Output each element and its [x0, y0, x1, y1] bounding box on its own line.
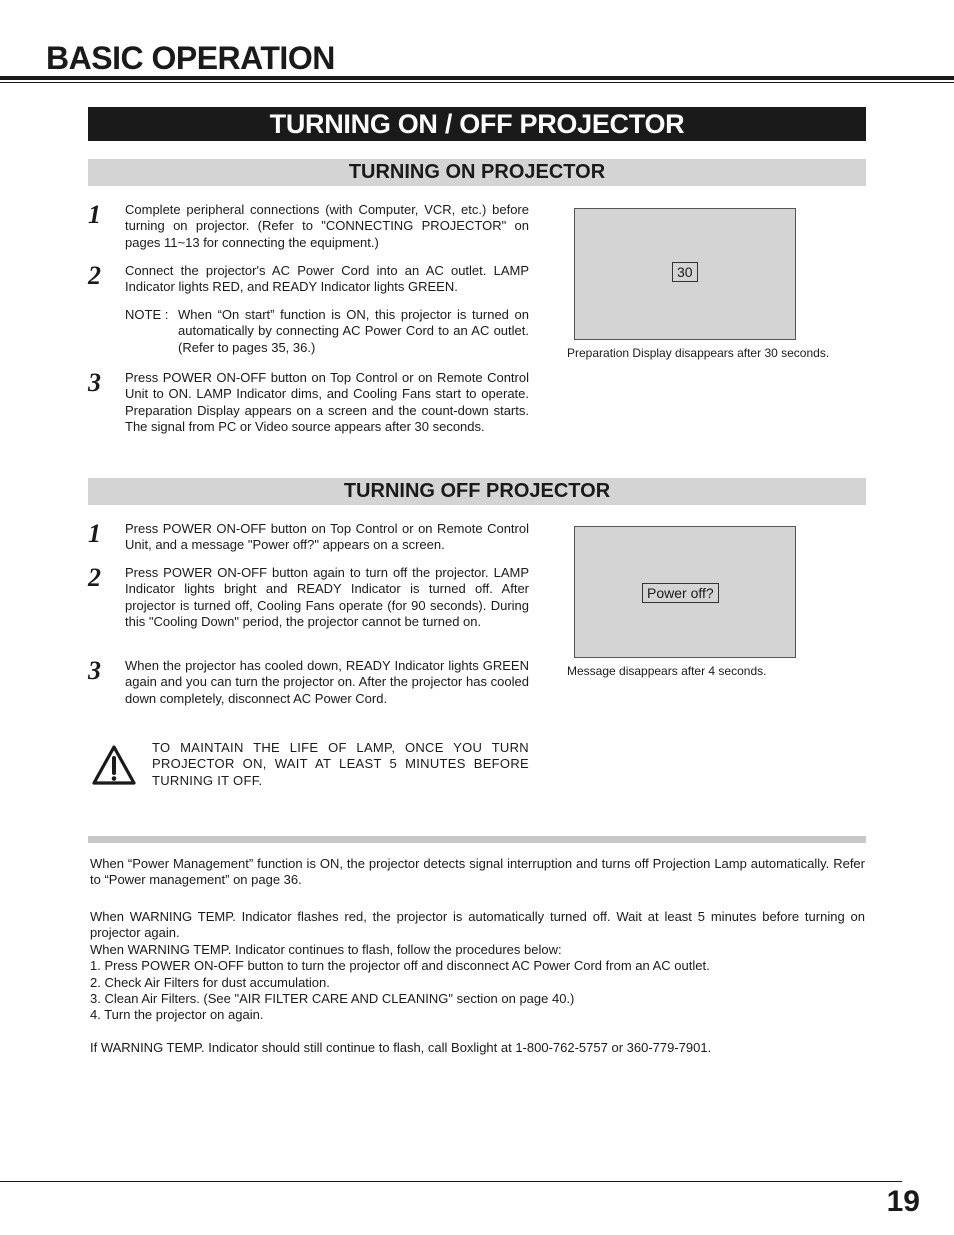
- contact-paragraph: If WARNING TEMP. Indicator should still continue to flash, call Boxlight at 1-800-762-5757 or 360-779-7901.: [90, 1040, 712, 1055]
- off-step-3-text: When the projector has cooled down, READY Indicator lights GREEN again and you can turn the projector on. After the projector has cooled down completely, disconnect AC Power Cord.: [125, 658, 529, 706]
- turning-off-heading: TURNING OFF PROJECTOR: [88, 478, 866, 505]
- power-off-caption: Message disappears after 4 seconds.: [567, 664, 767, 678]
- off-step-2-number: 2: [88, 563, 101, 592]
- header-rule-thick: [0, 76, 954, 80]
- lamp-warning-text: TO MAINTAIN THE LIFE OF LAMP, ONCE YOU TURN PROJECTOR ON, WAIT AT LEAST 5 MINUTES BEFORE TURNING IT OFF.: [152, 740, 529, 788]
- procedure-item: 4. Turn the projector on again.: [90, 1007, 264, 1023]
- power-off-message: Power off?: [642, 583, 719, 603]
- warning-temp-intro: When WARNING TEMP. Indicator continues to flash, follow the procedures below:: [90, 941, 562, 957]
- warning-temp-section: [90, 909, 865, 1024]
- preparation-display-caption: Preparation Display disappears after 30 seconds.: [567, 346, 830, 360]
- off-step-3-number: 3: [88, 656, 101, 685]
- main-section-banner: TURNING ON / OFF PROJECTOR: [88, 107, 866, 141]
- on-note: [125, 307, 529, 356]
- section-divider: [88, 836, 866, 843]
- on-step-3-text: Press POWER ON-OFF button on Top Control or on Remote Control Unit to ON. LAMP Indicator dims, and Cooling Fans start to operate. Preparation Display appears on a screen and the count-down starts. The signal from PC or Video source appears after 30 seconds.: [125, 370, 529, 435]
- note-label: NOTE :: [125, 307, 169, 322]
- note-text: When “On start” function is ON, this projector is turned on automatically by connecting AC Power Cord to an AC outlet. (Refer to pages 35, 36.): [178, 307, 529, 355]
- procedure-item: 2. Check Air Filters for dust accumulation.: [90, 974, 330, 990]
- on-step-2-text: Connect the projector's AC Power Cord into an AC outlet. LAMP Indicator lights RED, and READY Indicator lights GREEN.: [125, 263, 529, 295]
- power-management-paragraph: When “Power Management” function is ON, the projector detects signal interruption and turns off Projection Lamp automatically. Refer to “Power management” on page 36.: [90, 856, 865, 888]
- preparation-display-screen: [574, 208, 796, 340]
- footer-rule: [0, 1181, 902, 1182]
- on-step-3-number: 3: [88, 368, 101, 397]
- turning-on-heading: TURNING ON PROJECTOR: [88, 159, 866, 186]
- header-rule-thin: [0, 82, 954, 83]
- procedure-item: 3. Clean Air Filters. (See "AIR FILTER CARE AND CLEANING" section on page 40.): [90, 991, 575, 1007]
- off-step-2-text: Press POWER ON-OFF button again to turn off the projector. LAMP Indicator lights bright and READY Indicator is turned off. After projector is turned off, Cooling Fans operate (for 90 seconds). During this "Cooling Down" period, the projector cannot be turned on.: [125, 565, 529, 630]
- countdown-value: 30: [672, 262, 698, 282]
- off-step-1-text: Press POWER ON-OFF button on Top Control or on Remote Control Unit, and a message "Power off?" appears on a screen.: [125, 521, 529, 553]
- off-step-1-number: 1: [88, 519, 101, 548]
- on-step-1-number: 1: [88, 200, 101, 229]
- warning-triangle-icon: [91, 744, 137, 786]
- page-header: [0, 0, 954, 84]
- warning-temp-paragraph: When WARNING TEMP. Indicator flashes red, the projector is automatically turned off. Wait at least 5 minutes before turning on projector again.: [90, 909, 865, 941]
- page-number: 19: [886, 1185, 920, 1218]
- procedure-item: 1. Press POWER ON-OFF button to turn the projector off and disconnect AC Power Cord from an AC outlet.: [90, 958, 710, 974]
- power-off-screen: [574, 526, 796, 658]
- page-title: BASIC OPERATION: [46, 40, 335, 76]
- on-step-1-text: Complete peripheral connections (with Computer, VCR, etc.) before turning on projector. (Refer to "CONNECTING PROJECTOR" on pages 11~13 for connecting the equipment.): [125, 202, 529, 250]
- on-step-2-number: 2: [88, 261, 101, 290]
